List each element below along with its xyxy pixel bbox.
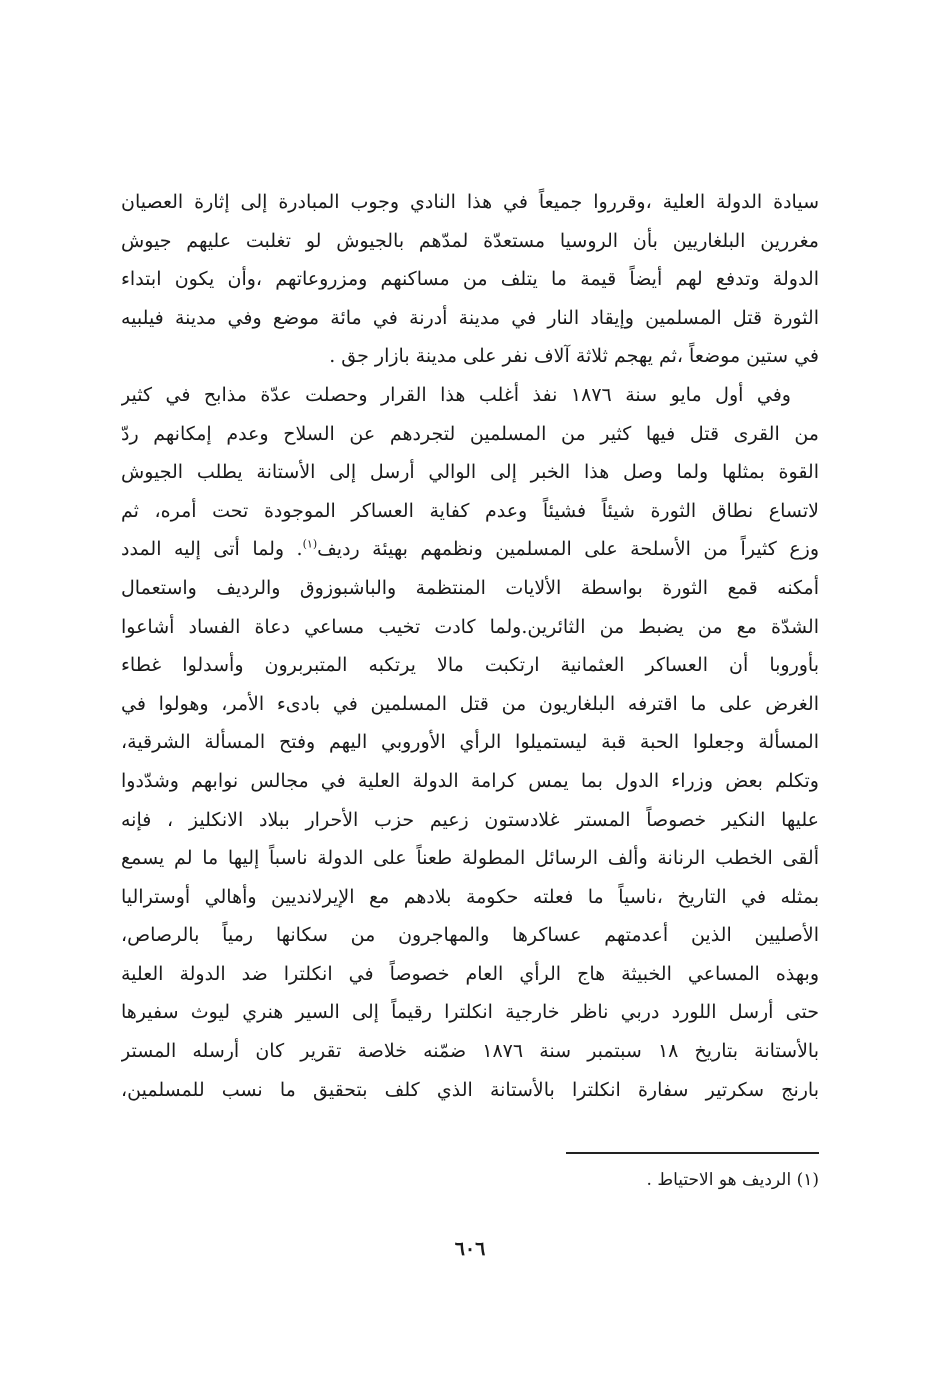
- text-line: مغررين البلغاريين بأن الروسيا مستعدّة لمدّهم بالجيوش لو تغلبت عليهم جيوش: [121, 229, 819, 252]
- text-line-with-footnote: [121, 530, 819, 569]
- text-line: بمثله في التاريخ ،ناسياً ما فعلته حكومة بلادهم مع الإيرلانديين وأهالي أوسترالیا: [121, 885, 819, 908]
- text-line: وتكلم بعض وزراء الدول بما يمس كرامة الدولة العلية في مجالس نوابهم وشدّدوا: [121, 769, 819, 792]
- text-line: القوة بمثلها ولما وصل هذا الخبر إلى الوالي أرسل إلى الأستانة يطلب الجيوش: [121, 461, 819, 484]
- text-line: المسألة وجعلوا الحبة قبة ليستميلوا الرأي الأوروبي اليهم وفتح المسألة الشرقية،: [121, 731, 819, 754]
- footnote: (١) الرديف هو الاحتياط .: [646, 1170, 819, 1190]
- text-line: الثورة قتل المسلمين وإيقاد النار في مدينة أدرنة في مائة موضع وفي مدينة فيلبيه: [121, 306, 819, 329]
- text-line-part: وزع كثيراً من الأسلحة على المسلمين ونظمهم بهيئة رديف: [317, 538, 819, 561]
- text-line: الشدّة مع من يضبط من الثائرين.ولما كادت تخيب مساعي دعاة الفساد أشاعوا: [121, 615, 819, 638]
- text-line: وبهذه المساعي الخبيثة هاج الرأي العام خصوصاً في انكلترا ضد الدولة العلية: [121, 962, 819, 985]
- footnote-reference: (١): [302, 538, 318, 552]
- text-line: الدولة وتدفع لهم أيضاً قيمة ما يتلف من مساكنهم ومزروعاتهم ،وأن يكون ابتداء: [121, 268, 819, 291]
- text-line: حتى أرسل اللورد دربي ناظر خارجية انكلترا رقيماً إلى السير هنري ليوث سفيرها: [121, 1001, 819, 1024]
- footnote-divider: [566, 1152, 819, 1154]
- text-line: وفي أول مايو سنة ١٨٧٦ نفذ أغلب هذا القرار وحصلت عدّة مذابح في كثير: [121, 383, 791, 406]
- text-line: في ستين موضعاً ،ثم يهجم ثلاثة آلاف نفر على مدينة بازار جق .: [329, 345, 819, 368]
- text-line: من القرى قتل فيها كثير من المسلمين لتجردهم عن السلاح وعدم إمكانهم ردّ: [121, 422, 819, 445]
- text-line: الغرض على ما اقترفه البلغاريون من قتل المسلمين في بادىء الأمر، وهولوا في: [121, 692, 819, 715]
- page-number: ٦٠٦: [454, 1238, 486, 1260]
- body-text: [121, 183, 819, 1109]
- text-line-part: . ولما أتى إليه المدد: [121, 538, 303, 561]
- text-line: سيادة الدولة العلية ،وقرروا جميعاً في هذا النادي وجوب المبادرة إلى إثارة العصيان: [121, 191, 819, 213]
- text-line: بالأستانة بتاريخ ١٨ سبتمبر سنة ١٨٧٦ ضمّنه خلاصة تقرير كان أرسله المستر: [121, 1040, 819, 1063]
- text-line: بأوروبا أن العساكر العثمانية ارتكبت مالا يرتكبه المتبربرون وأسدلوا غطاء: [121, 654, 819, 677]
- text-line: ألقى الخطب الرنانة وألف الرسائل المطولة طعناً على الدولة ناسباً إليها ما لم يسمع: [121, 847, 819, 870]
- text-line: عليها النكير خصوصاً المستر غلادستون زعيم حزب الأحرار ببلاد الانكليز ، فإنه: [121, 808, 819, 831]
- text-line: بارنج سكرتير سفارة انكلترا بالأستانة الذي كلف بتحقيق ما نسب للمسلمين،: [121, 1078, 819, 1101]
- text-line: أمكنه قمع الثورة بواسطة الألايات المنتظمة والباشبوزوق والرديف واستعمال: [121, 576, 819, 599]
- text-line: الأصليين الذين أعدمتهم عساكرها والمهاجرون من سكانها رمياً بالرصاص،: [121, 924, 819, 947]
- text-line: لاتساع نطاق الثورة شيئاً فشيئاً وعدم كفاية العساكر الموجودة تحت أمره، ثم: [121, 499, 819, 522]
